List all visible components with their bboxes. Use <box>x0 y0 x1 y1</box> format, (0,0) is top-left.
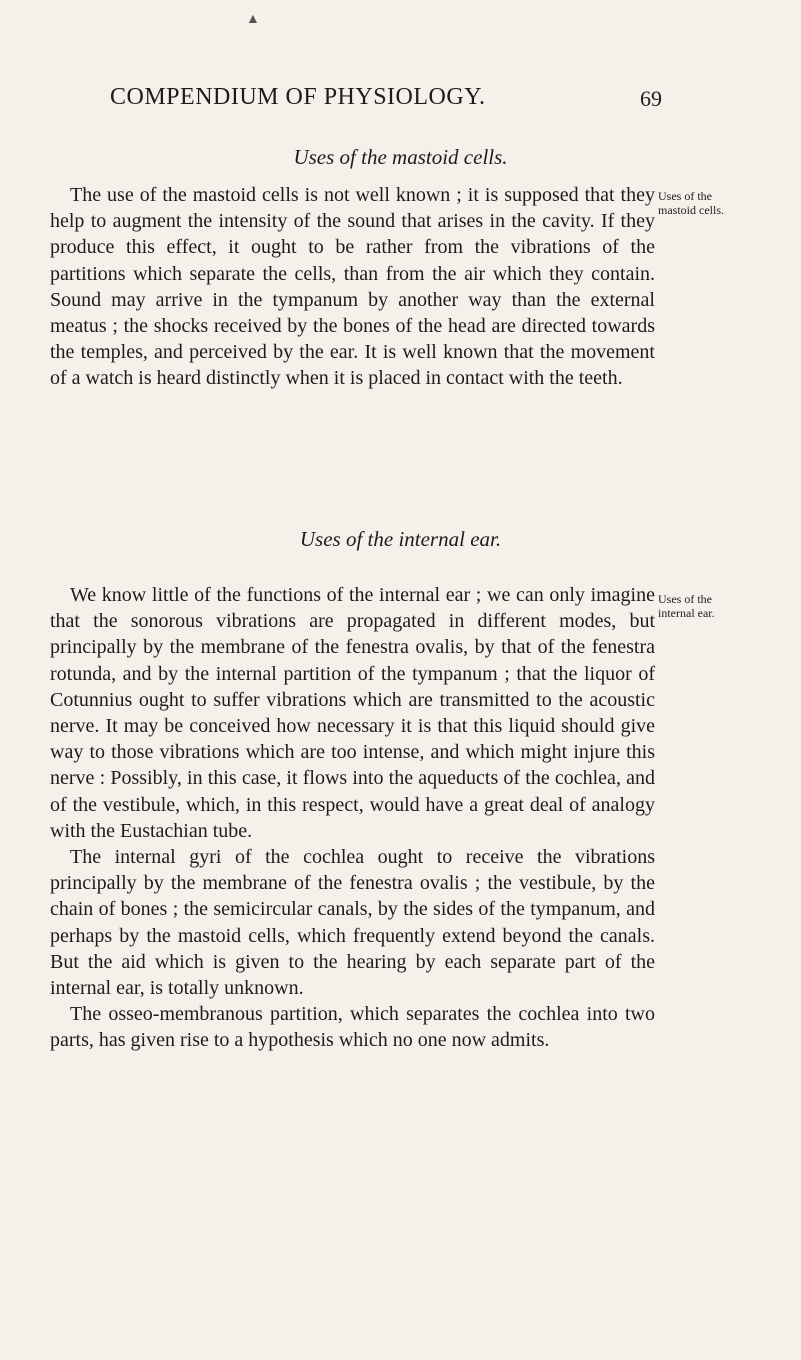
sidenote-line: Uses of the <box>658 189 712 203</box>
paragraph: The osseo-membranous partition, which separates the cochlea into two parts, has given rise to a hypothesis which no one now admits. <box>50 1003 655 1052</box>
ink-mark-icon: ▲ <box>246 12 260 27</box>
sidenote-mastoid <box>658 189 798 217</box>
sidenote-line: Uses of the <box>658 592 712 606</box>
sidenote-internal-ear <box>658 592 798 620</box>
section-title-mastoid: Uses of the mastoid cells. <box>293 145 508 169</box>
section-body-internal-ear <box>50 582 655 1054</box>
page-number: 69 <box>640 86 662 111</box>
paragraph: The internal gyri of the cochlea ought to receive the vibrations principally by the membrane of the fenestra ovalis ; the vestibule, by the chain of bones ; the semicircular canals, by the sides of the tympanum, and perhaps by the mastoid cells, which frequently extend beyond the canals. But the aid which is given to the hearing by each separate part of the internal ear, is totally unknown. <box>50 846 655 1000</box>
sidenote-line: mastoid cells. <box>658 203 724 217</box>
section-title-internal-ear: Uses of the internal ear. <box>299 527 502 551</box>
running-title: COMPENDIUM OF PHYSIOLOGY. <box>110 84 486 110</box>
section-body-mastoid <box>50 182 655 392</box>
running-header <box>110 84 680 111</box>
sidenote-line: internal ear. <box>658 606 715 620</box>
paragraph: The use of the mastoid cells is not well known ; it is supposed that they help to augment the intensity of the sound that arises in the cavity. If they produce this effect, it ought to be rather from the vibrations of the partitions which separate the cells, than from the air which they contain. Sound may arrive in the tympanum by another way than the external meatus ; the shocks received by the bones of the head are directed towards the temples, and perceived by the ear. It is well known that the movement of a watch is heard distinctly when it is placed in contact with the teeth. <box>50 184 655 390</box>
paragraph: We know little of the functions of the internal ear ; we can only imagine that the sonorous vibrations are propagated in different modes, but principally by the membrane of the fenestra ovalis, by that of the fenestra rotunda, and by the internal partition of the tympanum ; that the liquor of Cotunnius ought to suffer vibrations which are transmitted to the acoustic nerve. It may be conceived how necessary it is that this liquid should give way to those vibrations which are too intense, and which might injure this nerve : Possibly, in this case, it flows into the aqueducts of the cochlea, and of the vestibule, which, in this respect, would have a great deal of analogy with the Eustachian tube. <box>50 584 655 842</box>
